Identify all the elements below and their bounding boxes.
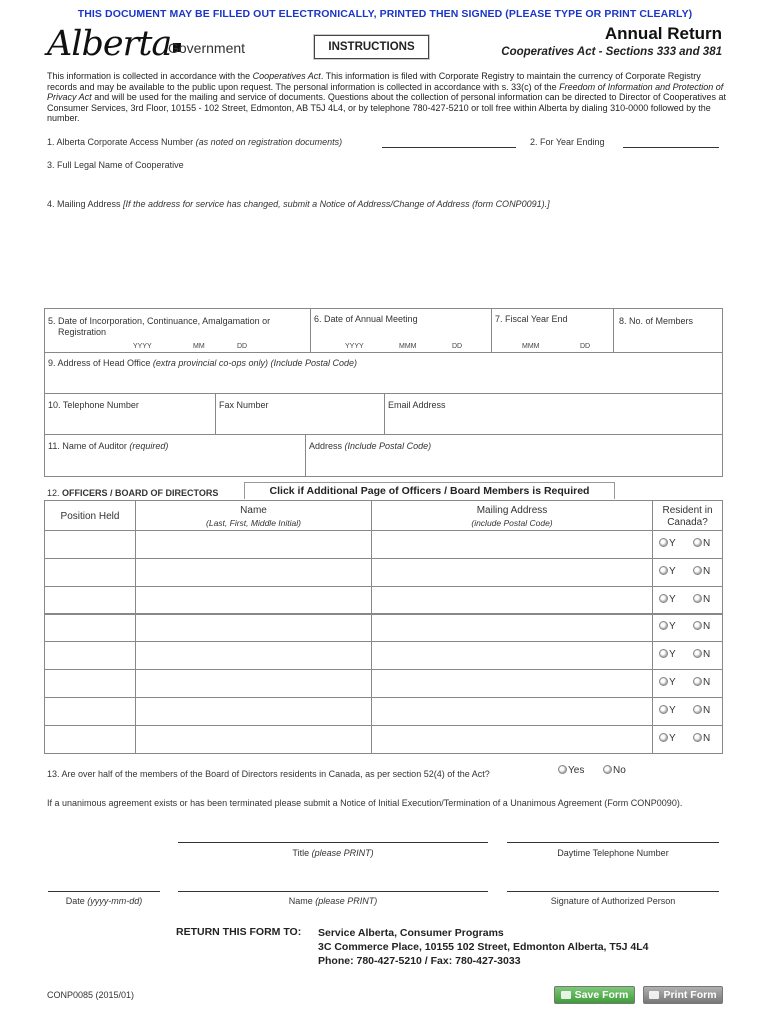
col-header-name (135, 500, 372, 531)
resident-no-radio[interactable] (693, 677, 710, 688)
col-header-position (44, 500, 136, 531)
return-address-line1: Service Alberta, Consumer Programs (318, 927, 504, 939)
additional-page-button[interactable]: Click if Additional Page of Officers / Board Members is Required (244, 482, 615, 499)
name-label-text: Name (288, 896, 316, 906)
auditor-address-label-text: Address (309, 441, 345, 451)
year-ending-label: 2. For Year Ending (530, 137, 605, 147)
incorporation-date-label: 5. Date of Incorporation, Continuance, Amalgamation or (48, 316, 271, 326)
return-address-line2: 3C Commerce Place, 10155 102 Street, Edmonton Alberta, T5J 4L4 (318, 941, 649, 953)
daytime-phone-input[interactable] (507, 842, 719, 843)
resident-cell (652, 725, 723, 754)
residents-question: 13. Are over half of the members of the Board of Directors residents in Canada, as per section 52(4) of the Act? (47, 769, 490, 779)
email-label: Email Address (388, 400, 446, 410)
return-label: RETURN THIS FORM TO: (176, 926, 302, 938)
officer-address-input[interactable] (371, 641, 653, 670)
position-held-input[interactable] (44, 586, 136, 615)
radio-icon (693, 594, 702, 603)
officer-name-input[interactable] (135, 641, 372, 670)
position-held-input[interactable] (44, 530, 136, 559)
radio-icon (659, 705, 668, 714)
resident-yes-label: Y (669, 594, 676, 605)
save-form-label: Save Form (574, 989, 629, 1001)
act-name: Cooperatives Act (501, 46, 596, 58)
date-label (48, 896, 160, 906)
head-office-address-field[interactable] (44, 352, 723, 394)
resident-no-radio[interactable] (693, 538, 710, 549)
privacy-text-3: and will be used for the mailing and service of documents. Questions about the collection of personal information can be directed to Director of Cooperatives at Consumer Services, 3rd Floor, 10155 - 102 Street, Edmonton, AB T5J 4L4, or by telephone 780-427-5210 or toll free within Alberta by dialing 310-0000 followed by the number. (47, 92, 727, 123)
resident-cell (652, 613, 723, 642)
auditor-address-note: (Include Postal Code) (344, 441, 432, 451)
radio-icon (659, 677, 668, 686)
annual-meeting-label: 6. Date of Annual Meeting (314, 314, 418, 324)
privacy-text-1: This information is collected in accordance with the (47, 71, 253, 81)
radio-icon (659, 621, 668, 630)
mailing-address-label (47, 199, 550, 209)
resident-yes-label: Y (669, 733, 676, 744)
col-header-address-label: Mailing Address (476, 505, 548, 516)
page-title: Annual Return (604, 24, 722, 43)
mailing-address-note: [If the address for service has changed, submit a Notice of Address/Change of Address (form CONP0091).] (123, 199, 550, 209)
year-ending-input[interactable] (623, 147, 719, 148)
telephone-label: 10. Telephone Number (48, 400, 139, 410)
access-number-input[interactable] (382, 147, 516, 148)
access-number-label (47, 137, 342, 147)
radio-icon (659, 594, 668, 603)
title-label (178, 848, 488, 858)
officer-name-input[interactable] (135, 613, 372, 642)
page-subtitle (501, 46, 722, 58)
resident-no-radio[interactable] (693, 621, 710, 632)
email-field[interactable] (384, 393, 723, 435)
name-note: (please PRINT) (315, 896, 378, 906)
col-header-name-note: (Last, First, Middle Initial) (206, 518, 301, 528)
fiscal-dd: DD (580, 343, 591, 350)
auditor-label-text: 11. Name of Auditor (48, 441, 130, 451)
position-held-input[interactable] (44, 613, 136, 642)
resident-yes-radio[interactable] (659, 677, 676, 688)
col-header-name-label: Name (240, 505, 267, 516)
col-header-position-label: Position Held (60, 511, 120, 522)
position-held-input[interactable] (44, 641, 136, 670)
return-address (318, 926, 649, 968)
access-number-label-text: 1. Alberta Corporate Access Number (47, 137, 196, 147)
radio-icon (603, 765, 612, 774)
signature-input[interactable] (507, 891, 719, 892)
officer-name-input[interactable] (135, 725, 372, 754)
residents-yes-label: Yes (568, 765, 585, 776)
date-label-text: Date (65, 896, 88, 906)
members-count-field[interactable] (613, 308, 723, 353)
resident-yes-label: Y (669, 649, 676, 660)
incorporation-date-label-2: Registration (58, 327, 107, 337)
radio-icon (558, 765, 567, 774)
privacy-notice (47, 71, 727, 124)
alberta-logo-word: Alberta (47, 24, 172, 64)
title-input[interactable] (178, 842, 488, 843)
resident-no-label: N (703, 649, 711, 660)
government-label: Government (168, 40, 246, 56)
col-header-address-note: (include Postal Code) (471, 518, 553, 528)
resident-no-label: N (703, 538, 711, 549)
alberta-logo (47, 24, 181, 64)
officer-name-input[interactable] (135, 669, 372, 698)
resident-no-label: N (703, 621, 711, 632)
radio-icon (693, 649, 702, 658)
annual-meeting-date-field[interactable] (310, 308, 492, 353)
officer-name-input[interactable] (135, 697, 372, 726)
name-input[interactable] (178, 891, 488, 892)
officer-address-input[interactable] (371, 586, 653, 615)
residents-no-radio[interactable] (603, 765, 626, 776)
auditor-note: (required) (129, 441, 169, 451)
unanimous-agreement-note: If a unanimous agreement exists or has been terminated please submit a Notice of Initial Execution/Termination of a Unanimous Agreement (Form CONP0090). (47, 798, 683, 808)
resident-cell (652, 697, 723, 726)
resident-cell (652, 586, 723, 615)
resident-no-label: N (703, 594, 711, 605)
resident-yes-radio[interactable] (659, 705, 676, 716)
print-form-label: Print Form (663, 989, 717, 1001)
radio-icon (693, 566, 702, 575)
resident-yes-radio[interactable] (659, 733, 676, 744)
officer-name-input[interactable] (135, 558, 372, 587)
position-held-input[interactable] (44, 669, 136, 698)
officer-address-input[interactable] (371, 697, 653, 726)
officer-name-input[interactable] (135, 586, 372, 615)
radio-icon (659, 566, 668, 575)
resident-no-label: N (703, 705, 711, 716)
telephone-field[interactable] (44, 393, 216, 435)
date-note: (yyyy-mm-dd) (87, 896, 143, 906)
mailing-address-label-text: 4. Mailing Address (47, 199, 124, 209)
fiscal-year-end-field[interactable] (491, 308, 614, 353)
daytime-phone-label: Daytime Telephone Number (557, 848, 669, 858)
print-form-button[interactable] (643, 986, 723, 1004)
radio-icon (659, 649, 668, 658)
form-id: CONP0085 (2015/01) (47, 990, 135, 1000)
resident-no-label: N (703, 677, 711, 688)
fiscal-year-end-label: 7. Fiscal Year End (495, 314, 568, 324)
radio-icon (659, 538, 668, 547)
head-office-label (48, 358, 357, 368)
officers-section-title: OFFICERS / BOARD OF DIRECTORS (62, 488, 219, 498)
officers-section-label (47, 488, 218, 498)
resident-no-label: N (703, 566, 711, 577)
members-count-label: 8. No. of Members (619, 316, 694, 326)
position-held-input[interactable] (44, 725, 136, 754)
auditor-name-field[interactable] (44, 434, 306, 477)
position-held-input[interactable] (44, 697, 136, 726)
resident-no-label: N (703, 733, 711, 744)
resident-yes-label: Y (669, 538, 676, 549)
act-sections: - Sections 333 and 381 (595, 46, 722, 58)
mailing-address-input[interactable] (47, 212, 723, 304)
residents-yes-radio[interactable] (558, 765, 584, 776)
resident-yes-label: Y (669, 566, 676, 577)
officer-address-input[interactable] (371, 613, 653, 642)
resident-yes-label: Y (669, 677, 676, 688)
privacy-act-1: Cooperatives Act (252, 71, 321, 81)
incorporation-date-field[interactable] (44, 308, 311, 353)
fax-label: Fax Number (219, 400, 269, 410)
col-header-resident (652, 500, 723, 531)
officer-address-input[interactable] (371, 530, 653, 559)
legal-name-input[interactable] (47, 172, 723, 196)
privacy-act-2: Freedom of Information and Protection of Privacy Act (47, 81, 724, 102)
resident-cell (652, 530, 723, 559)
incorporation-dd: DD (237, 343, 248, 350)
auditor-address-field[interactable] (305, 434, 723, 477)
head-office-note: (extra provincial co-ops only) (Include Postal Code) (152, 358, 357, 368)
resident-cell (652, 641, 723, 670)
return-address-line3: Phone: 780-427-5210 / Fax: 780-427-3033 (318, 955, 521, 967)
annual-meeting-yyyy: YYYY (345, 343, 364, 350)
signature-label: Signature of Authorized Person (550, 896, 676, 906)
auditor-address-label (309, 441, 431, 451)
fill-instructions-banner: THIS DOCUMENT MAY BE FILLED OUT ELECTRONICALLY, PRINTED THEN SIGNED (PLEASE TYPE OR PRINT CLEARLY) (77, 8, 693, 20)
radio-icon (693, 705, 702, 714)
resident-cell (652, 669, 723, 698)
incorporation-yyyy: YYYY (133, 343, 152, 350)
officer-name-input[interactable] (135, 530, 372, 559)
resident-no-radio[interactable] (693, 594, 710, 605)
title-label-text: Title (292, 848, 312, 858)
privacy-text-2: . This information is filed with Corporate Registry to maintain the currency of Corporate Registry records and may be available to the public upon request. The personal information is collected in accordance with s. 33(c) of the (47, 71, 701, 92)
save-form-button[interactable] (554, 986, 635, 1004)
resident-yes-radio[interactable] (659, 621, 676, 632)
annual-meeting-dd: DD (452, 343, 463, 350)
resident-no-radio[interactable] (693, 649, 710, 660)
resident-no-radio[interactable] (693, 733, 710, 744)
radio-icon (693, 733, 702, 742)
resident-no-radio[interactable] (693, 566, 710, 577)
radio-icon (659, 733, 668, 742)
col-header-resident-label: Resident in Canada? (662, 505, 713, 528)
date-input[interactable] (48, 891, 160, 892)
col-header-address (371, 500, 653, 531)
officer-address-input[interactable] (371, 669, 653, 698)
resident-yes-radio[interactable] (659, 594, 676, 605)
legal-name-label: 3. Full Legal Name of Cooperative (47, 160, 184, 170)
head-office-label-text: 9. Address of Head Office (48, 358, 153, 368)
radio-icon (693, 538, 702, 547)
resident-no-radio[interactable] (693, 705, 710, 716)
officer-address-input[interactable] (371, 725, 653, 754)
resident-cell (652, 558, 723, 587)
save-icon (561, 991, 571, 999)
annual-meeting-mmm: MMM (399, 343, 417, 350)
name-label (178, 896, 488, 906)
resident-yes-radio[interactable] (659, 649, 676, 660)
title-note: (please PRINT) (311, 848, 374, 858)
resident-yes-radio[interactable] (659, 566, 676, 577)
fiscal-mmm: MMM (522, 343, 540, 350)
radio-icon (693, 621, 702, 630)
resident-yes-radio[interactable] (659, 538, 676, 549)
incorporation-mm: MM (193, 343, 205, 350)
officer-address-input[interactable] (371, 558, 653, 587)
officers-section-number: 12. (47, 488, 63, 498)
resident-yes-label: Y (669, 705, 676, 716)
radio-icon (693, 677, 702, 686)
instructions-button[interactable]: INSTRUCTIONS (314, 35, 429, 59)
access-number-note: (as noted on registration documents) (195, 137, 343, 147)
position-held-input[interactable] (44, 558, 136, 587)
residents-no-label: No (613, 765, 626, 776)
fax-field[interactable] (215, 393, 385, 435)
printer-icon (649, 991, 659, 999)
resident-yes-label: Y (669, 621, 676, 632)
auditor-label (48, 441, 168, 451)
